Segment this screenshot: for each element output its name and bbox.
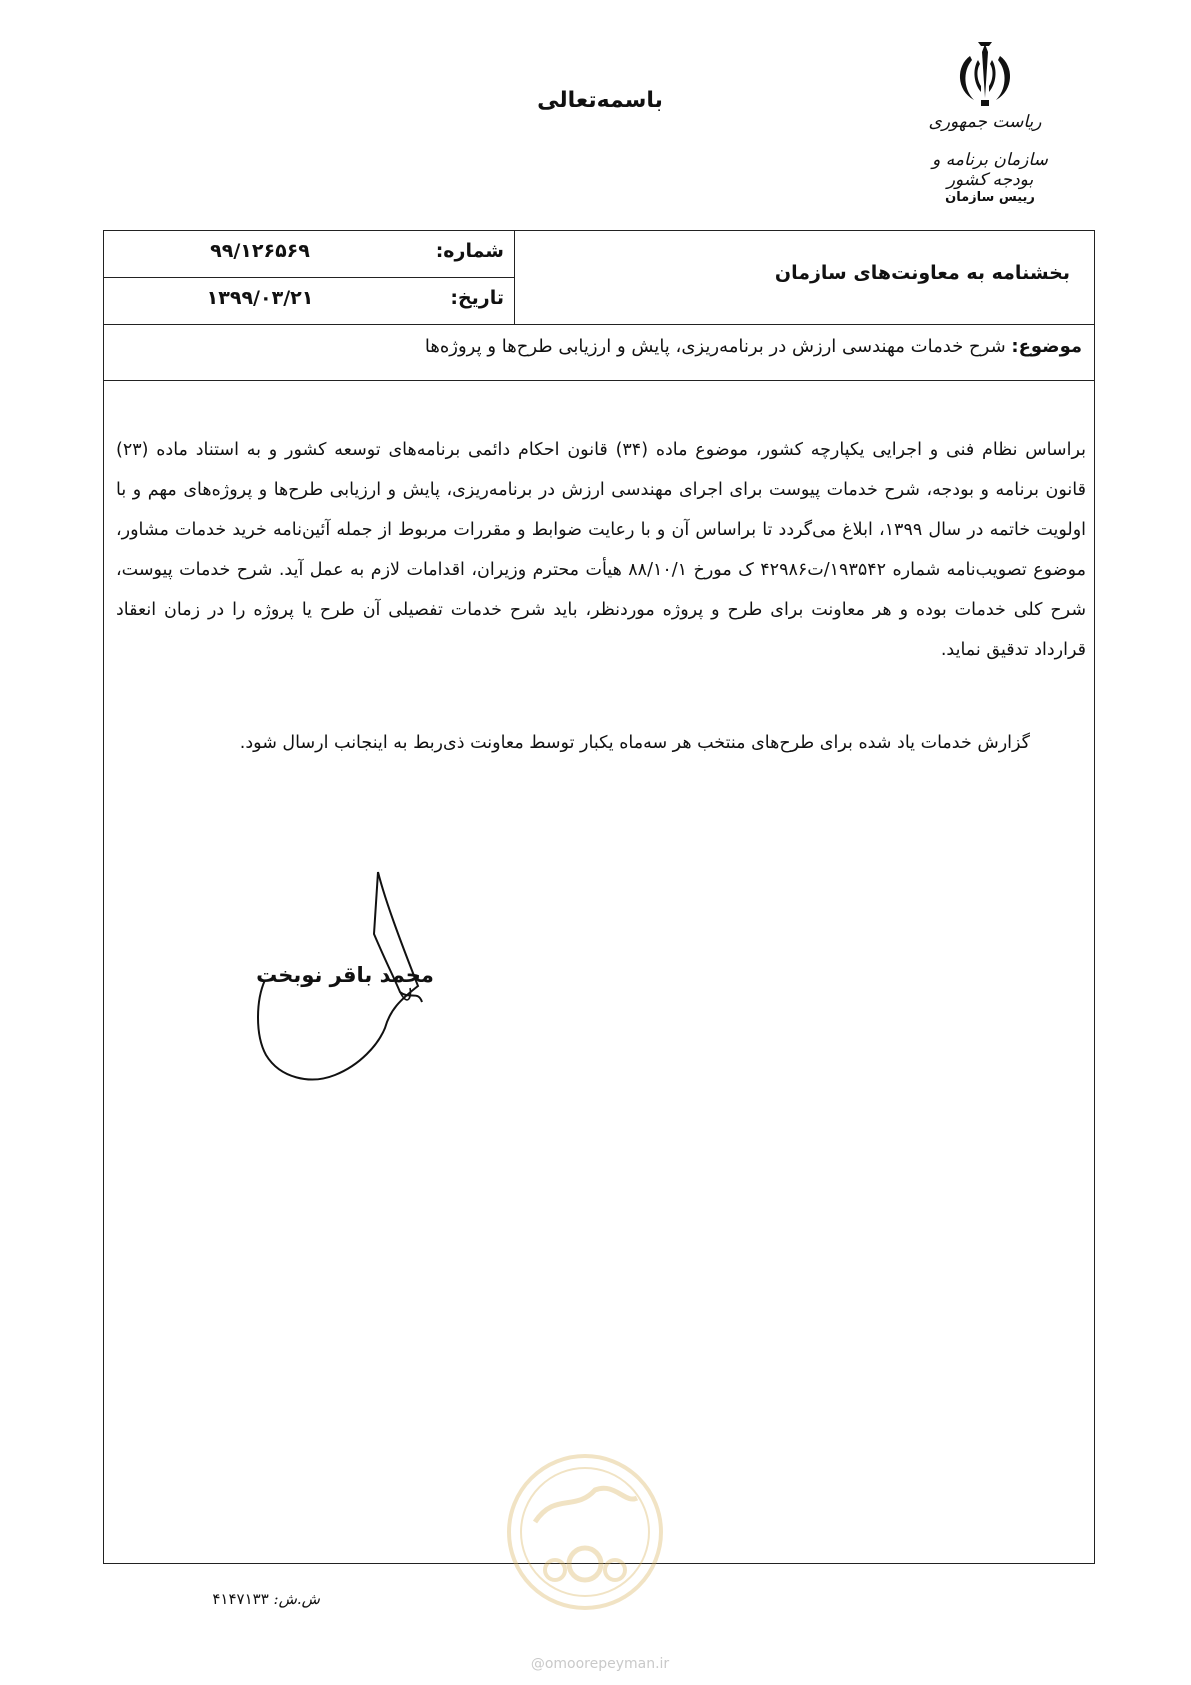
org-head-title: رییس سازمان: [945, 190, 1035, 205]
signer-name: محمد باقر نوبخت: [256, 963, 434, 987]
number-value: ۹۹/۱۲۶۵۶۹: [210, 240, 310, 262]
org-line-budget-organization: سازمان برنامه و بودجه کشور: [932, 150, 1048, 190]
subject-line: [120, 336, 1082, 357]
bismillah-heading: باسمه‌تعالی: [537, 88, 663, 113]
footer-label: ش.ش:: [273, 1590, 320, 1608]
meta-column-divider: [514, 230, 515, 324]
header-divider: [103, 324, 1095, 325]
subject-text: شرح خدمات مهندسی ارزش در برنامه‌ریزی، پایش و ارزیابی طرح‌ها و پروژه‌ها: [424, 336, 1012, 357]
footer-value: ۴۱۴۷۱۳۳: [212, 1590, 269, 1608]
addressee: بخشنامه به معاونت‌های سازمان: [774, 262, 1070, 284]
watermark-url: @omoorepeyman.ir: [530, 1656, 670, 1672]
body-paragraph-1: براساس نظام فنی و اجرایی یکپارچه کشور، موضوع ماده (۳۴) قانون احکام دائمی برنامه‌های توسعه کشور و به استناد ماده (۲۳) قانون برنامه و بودجه، شرح خدمات پیوست برای اجرای مهندسی ارزش در برنامه‌ریزی، پایش و ارزیابی طرح‌ها و پروژه‌های مهم و با اولویت خاتمه در سال ۱۳۹۹، ابلاغ می‌گردد تا براساس آن و با رعایت ضوابط و مقررات مربوط از جمله آئین‌نامه خرید خدمات مشاور، موضوع تصویب‌نامه شماره ۱۹۳۵۴۲/ت۴۲۹۸۶ ک مورخ ۸۸/۱۰/۱ هیأت محترم وزیران، اقدامات لازم به عمل آید. شرح خدمات پیوست، شرح کلی خدمات بوده و هر معاونت برای طرح و پروژه موردنظر، باید شرح خدمات تفصیلی آن طرح یا پروژه را در زمان انعقاد قرارداد تدقیق نماید.: [116, 440, 1087, 660]
watermark-logo-icon: [505, 1452, 665, 1612]
date-label: تاریخ:: [450, 287, 504, 309]
handwritten-signature: [250, 860, 470, 1120]
org-line-presidency: ریاست جمهوری: [928, 112, 1042, 132]
footer-reference: [200, 1590, 320, 1608]
body-paragraph-2: گزارش خدمات یاد شده برای طرح‌های منتخب هر سه‌ماه یکبار توسط معاونت ذی‌ربط به اینجانب ارسال شود.: [239, 733, 1030, 753]
meta-row-divider: [103, 277, 514, 278]
iran-emblem-icon: [948, 38, 1022, 112]
subject-label: موضوع:: [1011, 336, 1082, 357]
date-value: ۱۳۹۹/۰۳/۲۱: [206, 287, 314, 309]
number-label: شماره:: [435, 240, 504, 262]
subject-divider: [103, 380, 1095, 381]
